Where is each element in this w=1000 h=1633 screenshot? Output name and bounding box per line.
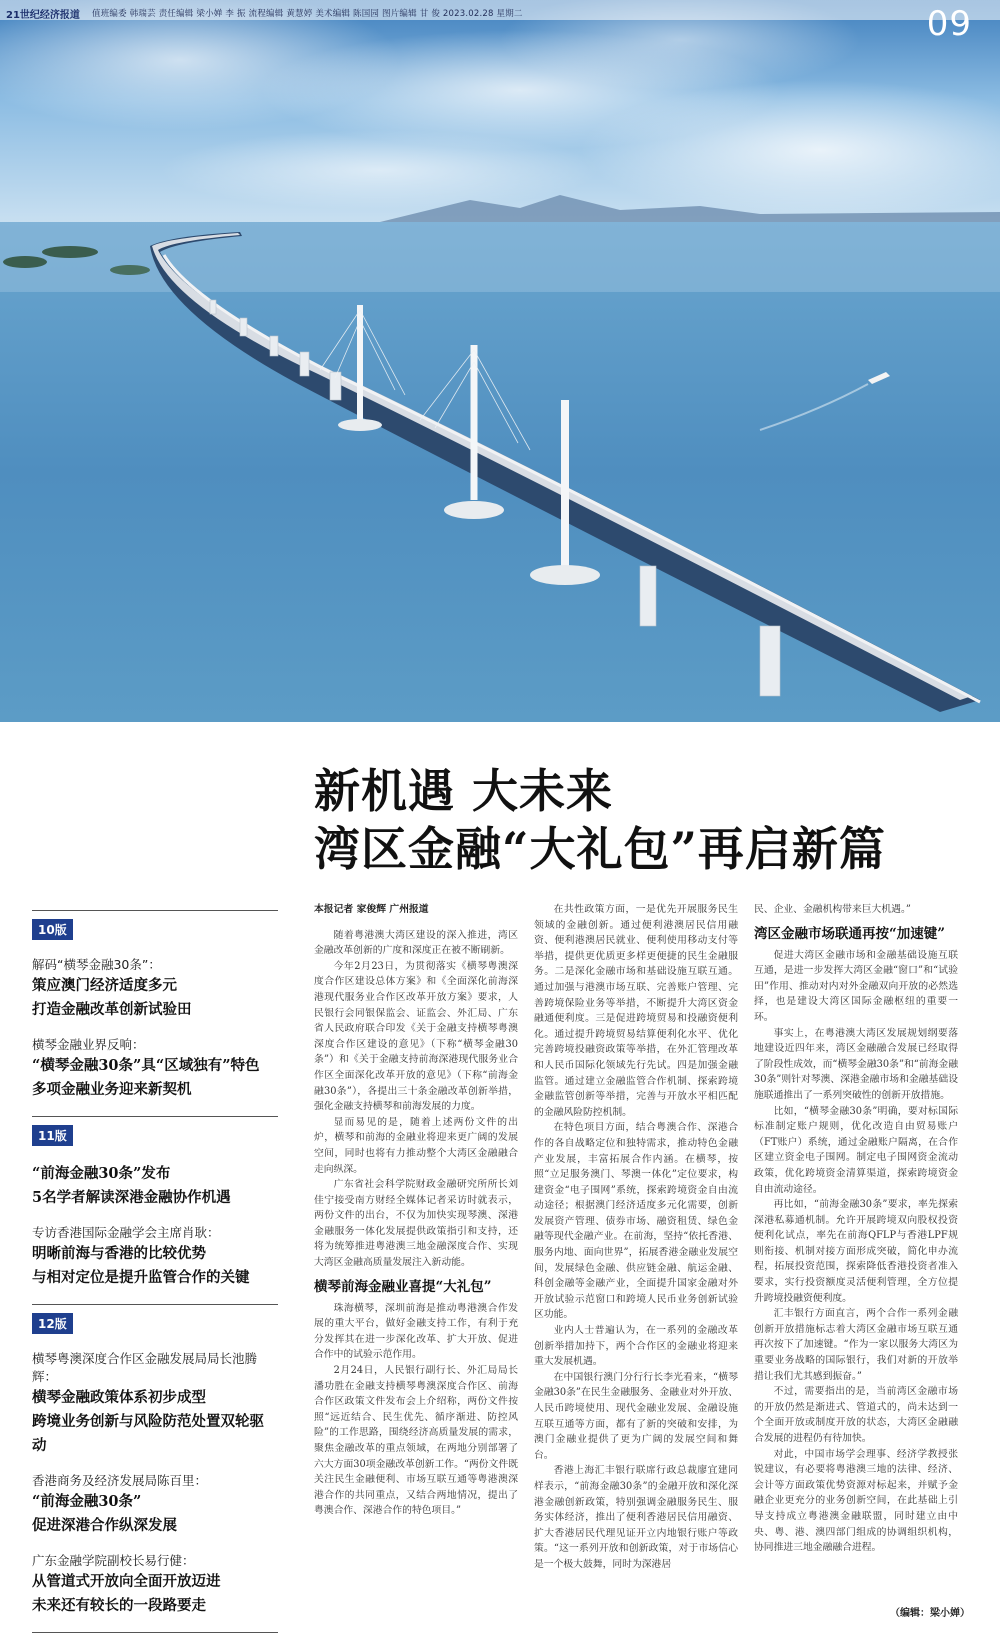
paragraph: 再比如，“前海金融30条”要求，率先探索深港私募通机制。允许开展跨境双向股权投资便利化试点，率先在前海QFLP与香港LPF规则衔接、机制对接方面形成突破，简化申办流程，拓展投资范围，探索降低香港投资者准入要求，实行投资额度灵活便利管理，全方位提升跨境投融资便利度。	[754, 1199, 958, 1304]
sidebar-index	[32, 910, 278, 1633]
paragraph: 在中国银行澳门分行行长李光看来，“横琴金融30条”在民生金融服务、金融业对外开放、人民币跨境使用、现代金融业发展、金融设施互联互通等方面，都有了新的突破和安排，为澳门金融业提供了更为广阔的发展空间和舞台。	[534, 1371, 738, 1461]
bridge-illustration	[0, 0, 1000, 722]
paragraph: 民、企业、金融机构带来巨大机遇。”	[754, 904, 911, 915]
newspaper-brand: 21世纪经济报道	[6, 10, 80, 21]
item-kicker: 专访香港国际金融学会主席肖耿：	[32, 1225, 220, 1240]
paragraph: 促进大湾区金融市场和金融基础设施互联互通，是进一步发挥大湾区金融“窗口”和“试验田”作用、推动对内对外金融双向开放的必然选择，也是建设大湾区国际金融枢纽的重要一环。	[754, 949, 958, 1023]
item-title: “横琴金融30条”具“区域独有”特色	[32, 1057, 260, 1074]
list-item[interactable]	[32, 1224, 278, 1290]
paragraph: 业内人士普遍认为，在一系列的金融改革创新举措加持下，两个合作区的金融业将迎来重大发展机遇。	[534, 1325, 738, 1368]
paragraph: 在特色项目方面，结合粤澳合作、深港合作的各自战略定位和独特需求，推动特色金融产业发展，丰富拓展合作内涵。在横琴，按照“立足服务澳门、琴澳一体化”定位要求，构建资金“电子围网”系统，探索跨境资金自由流动途径；根据澳门经济适度多元化需要，创新发展资产管理、债券市场、融资租赁、绿色金融等现代金融产业。在前海，坚持“依托香港、服务内地、面向世界”，拓展香港金融业发展空间，发展绿色金融、供应链金融、航运金融、科创金融等金融产业，全面提升国家金融对外开放试验示范窗口和跨境人民币业务创新试验区功能。	[534, 1122, 738, 1321]
article-column-2	[534, 902, 738, 1573]
editor-credits: 值班编委 韩瑞芸 责任编辑 梁小婵 李 振 流程编辑 黄慧婷 美术编辑 陈国园 图片编辑 甘 俊 2023.02.28 星期二	[92, 9, 523, 19]
headline-line-2: 湾区金融“大礼包”再启新篇	[314, 822, 886, 876]
byline: 本报记者 家俊辉 广州报道	[314, 904, 429, 915]
paragraph: 在共性政策方面，一是优先开展服务民生领域的金融创新。通过便利港澳居民信用融资、便利港澳居民就业、便利使用移动支付等举措，提供更优质更多样更便捷的民生金融服务。二是深化金融市场和基础设施互联互通。通过加强与港澳市场互联、完善账户管理、完善跨境保险业务等举措，不断提升大湾区资金融通便利度。三是促进跨境贸易和投融资便利化。通过提升跨境贸易结算便利化水平、优化完善跨境投融资政策等举措，在外汇管理改革和人民币国际化领域先行先试。四是加强金融监管。通过建立金融监管合作机制、探索跨境金融监管创新等举措，完善与开放水平相匹配的金融风险防控机制。	[534, 904, 738, 1118]
subheading: 湾区金融市场联通再按“加速键”	[754, 925, 946, 942]
section-tag: 11版	[32, 1125, 73, 1146]
paragraph: 不过，需要指出的是，当前湾区金融市场的开放仍然是渐进式、管道式的，尚未达到一个全面开放或制度开放的状态，大湾区金融融合发展的进程仍有待加快。	[754, 1386, 958, 1444]
list-item[interactable]	[32, 1036, 278, 1102]
article-column-1	[314, 902, 518, 1519]
paragraph: 2月24日，人民银行副行长、外汇局局长潘功胜在金融支持横琴粤澳深度合作区、前海合作区政策文件发布会上介绍称，两份文件按照“远近结合、民生优先、循序渐进、防控风险”的工作思路，围绕经济高质量发展的需求，聚焦金融改革的重点领域，在两地分别部署了六大方面30项金融改革创新工作。“两份文件既关注民生金融便利、市场互联互通等粤港澳深港合作的共同重点，又结合两地情况，提出了粤澳合作、深港合作的特色项目。”	[314, 1365, 518, 1517]
item-kicker: 解码“横琴金融30条”：	[32, 957, 161, 972]
paragraph: 比如，“横琴金融30条”明确，要对标国际标准制定账户规则，优化改造自由贸易账户（FT账户）系统，通过金融账户隔离，在合作区建立资金电子围网。制定电子围网资金流动政策，优化跨境资金清算渠道，探索跨境资金自由流动途径。	[754, 1105, 958, 1195]
section-tag: 10版	[32, 919, 73, 940]
masthead	[0, 0, 1000, 22]
headline-line-1: 新机遇 大未来	[314, 764, 614, 818]
item-title: “前海金融30条”	[32, 1493, 142, 1510]
item-kicker: 横琴粤澳深度合作区金融发展局局长池腾辉：	[32, 1351, 258, 1384]
item-title: 促进深港合作纵深发展	[32, 1517, 177, 1534]
article-column-3	[754, 902, 958, 1556]
item-title: 多项金融业务迎来新契机	[32, 1081, 192, 1098]
paragraph: 香港上海汇丰银行联席行政总裁廖宜建同样表示，“前海金融30条”的金融开放和深化深港金融创新政策，特别强调金融服务民生、服务实体经济，推出了便利香港居民信用融资、扩大香港居民代理见证开立内地银行账户等政策。“这一系列开放和创新政策，对于市场信心是一个极大鼓舞，同时为深港居	[534, 1465, 738, 1570]
item-kicker: 香港商务及经济发展局陈百里：	[32, 1473, 208, 1488]
list-item[interactable]	[32, 1162, 278, 1210]
item-title: 横琴金融政策体系初步成型	[32, 1389, 206, 1406]
paragraph: 事实上，在粤港澳大湾区发展规划纲要落地建设近四年来，湾区金融融合发展已经取得了阶段性成效，而“横琴金融30条”和“前海金融30条”则针对琴澳、深港金融市场和金融基础设施联通推出了一系列突破性的创新开放措施。	[754, 1027, 958, 1101]
section-tag: 12版	[32, 1313, 73, 1334]
item-title: 明晰前海与香港的比较优势	[32, 1245, 206, 1262]
item-kicker: 横琴金融业界反响：	[32, 1037, 145, 1052]
item-title: “前海金融30条”发布	[32, 1165, 171, 1182]
list-item[interactable]	[32, 1552, 278, 1618]
list-item[interactable]	[32, 1350, 278, 1458]
divider	[32, 910, 278, 911]
paragraph: 对此，中国市场学会理事、经济学教授张锐建议，有必要将粤港澳三地的法律、经济、会计等方面政策优势资源对标起来，并赋予金融企业更充分的业务创新空间，在此基础上引导支持成立粤港澳金融联盟，同时建立由中央、粤、港、澳四部门组成的协调组织机构，协同推进三地金融融合进程。	[754, 1448, 958, 1554]
item-title: 5名学者解读深港金融协作机遇	[32, 1189, 231, 1206]
item-title: 策应澳门经济适度多元	[32, 977, 177, 994]
paragraph: 广东省社会科学院财政金融研究所所长刘佳宁接受南方财经全媒体记者采访时就表示，两份文件的出台，不仅为加快实现琴澳、深港金融服务一体化发展提供政策指引和支持，还将为统筹推进粤港澳三地金融深度合作、实现大湾区金融高质量发展注入新动能。	[314, 1179, 518, 1269]
list-item[interactable]	[32, 956, 278, 1022]
list-item[interactable]	[32, 1472, 278, 1538]
editor-note: （编辑：梁小婵）	[890, 1608, 970, 1619]
main-headline	[314, 762, 886, 878]
item-kicker: 广东金融学院副校长易行健：	[32, 1553, 195, 1568]
divider	[32, 1116, 278, 1117]
item-title: 未来还有较长的一段路要走	[32, 1597, 206, 1614]
item-title: 从管道式开放向全面开放迈进	[32, 1573, 221, 1590]
paragraph: 珠海横琴，深圳前海是推动粤港澳合作发展的重大平台，做好金融支持工作，有利于充分发挥其在进一步深化改革、扩大开放、促进合作中的试验示范作用。	[314, 1302, 518, 1361]
item-title: 与相对定位是提升监管合作的关键	[32, 1269, 250, 1286]
subheading: 横琴前海金融业喜提“大礼包”	[314, 1278, 492, 1295]
paragraph: 显而易见的是，随着上述两份文件的出炉，横琴和前海的金融业将迎来更广阔的发展空间，同时也将有力推动整个大湾区金融融合走向纵深。	[314, 1116, 518, 1175]
hero-photo-bridge	[0, 0, 1000, 722]
item-title: 跨境业务创新与风险防范处置双轮驱动	[32, 1413, 264, 1454]
item-title: 打造金融改革创新试验田	[32, 1001, 192, 1018]
divider	[32, 1304, 278, 1305]
page-number: 09	[926, 4, 972, 44]
paragraph: 今年2月23日，为贯彻落实《横琴粤澳深度合作区建设总体方案》和《全面深化前海深港现代服务业合作区改革开放方案》要求，人民银行会同银保监会、证监会、外汇局、广东省人民政府联合印发《关于金融支持横琴粤澳深度合作区建设的意见》（下称“横琴金融30条”）和《关于金融支持前海深港现代服务业合作区全面深化改革开放的意见》（下称“前海金融30条”），各提出三十条金融改革创新举措，强化金融支持横琴和前海发展的力度。	[314, 960, 518, 1113]
paragraph: 汇丰银行方面直言，两个合作一系列金融创新开放措施标志着大湾区金融市场互联互通再次按下了加速键。“作为一家以服务大湾区为重要业务战略的国际银行，我们对新的开放举措让我们尤其感到振奋。”	[754, 1308, 958, 1382]
paragraph: 随着粤港澳大湾区建设的深入推进，湾区金融改革创新的广度和深度正在被不断刷新。	[314, 929, 518, 957]
